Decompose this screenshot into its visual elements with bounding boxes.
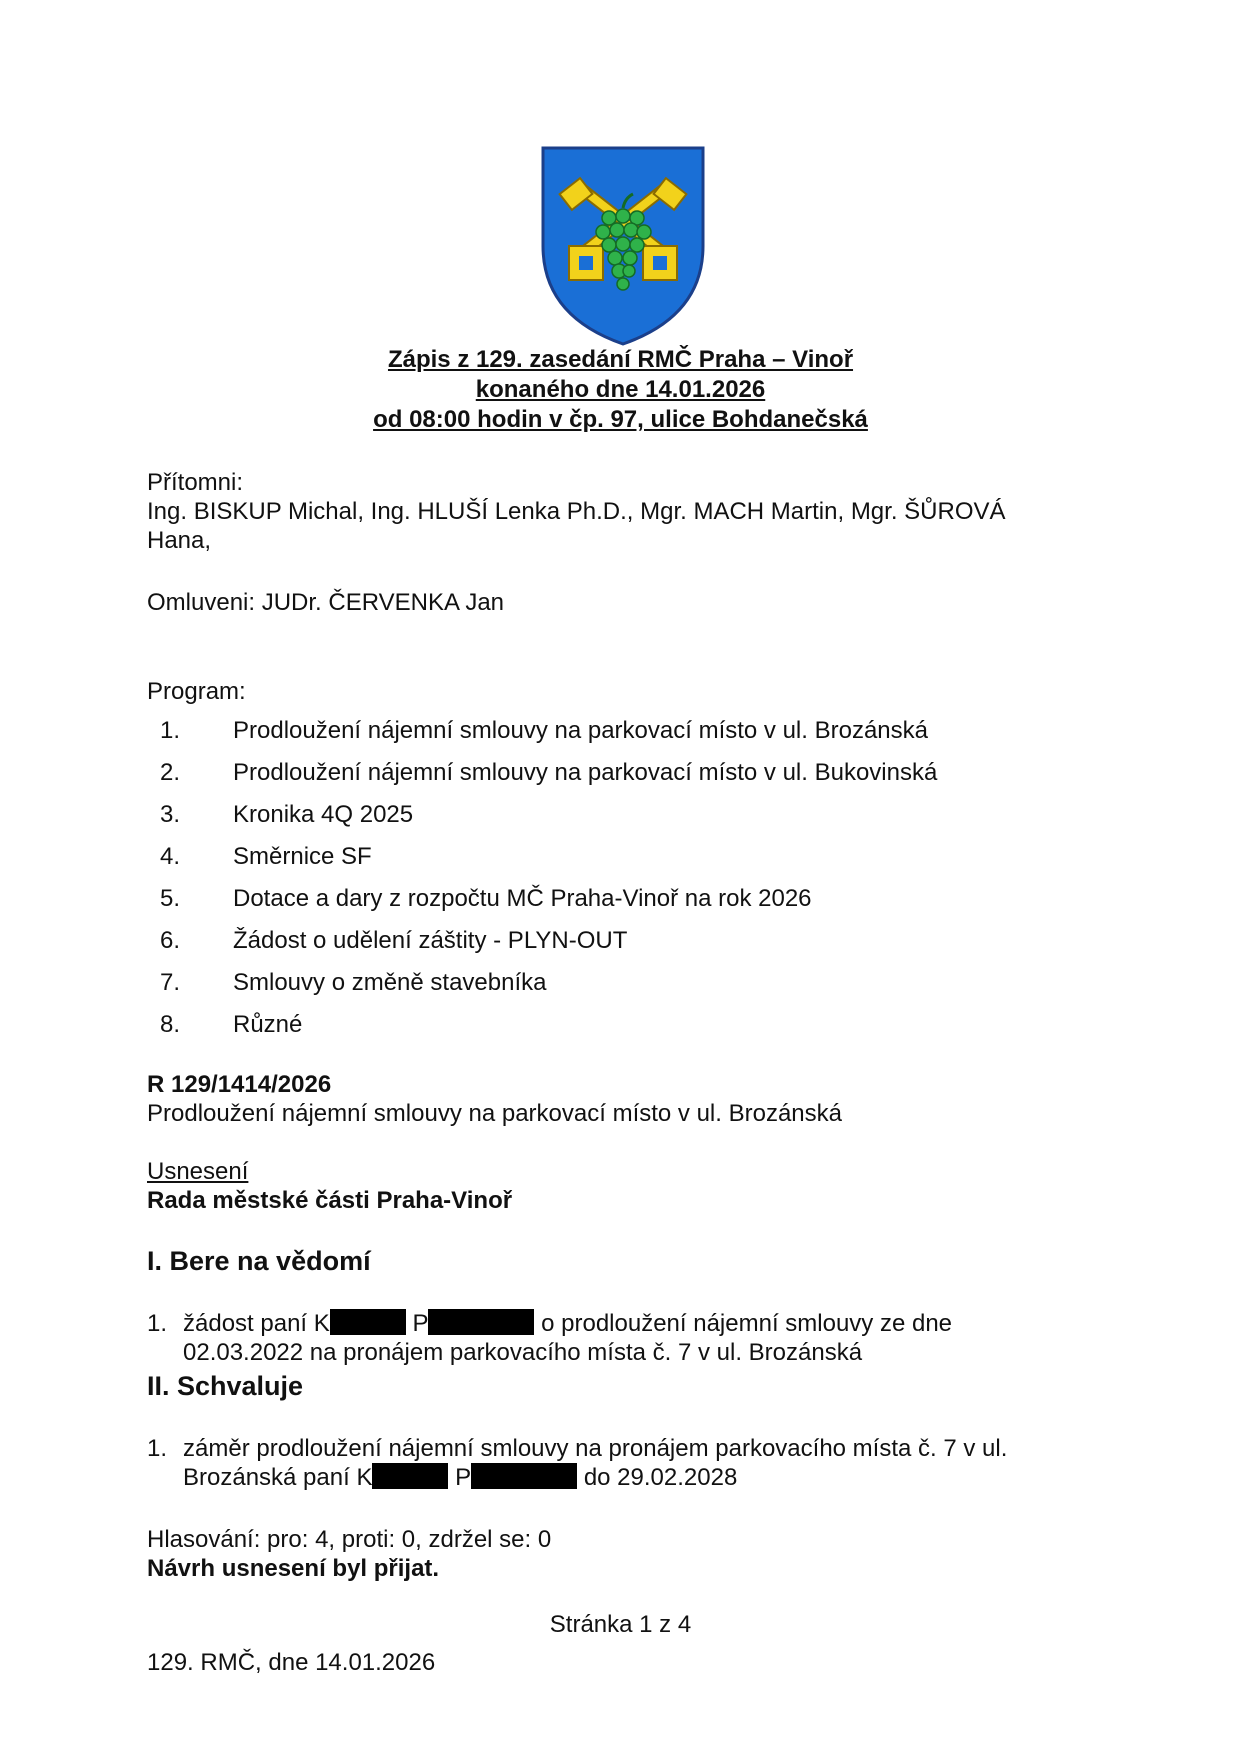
section2-item-line1: záměr prodloužení nájemní smlouvy na pronájem parkovacího místa č. 7 v ul. [183,1435,1008,1462]
document-title-line1: Zápis z 129. zasedání RMČ Praha – Vinoř [387,346,854,373]
section2-text-b: P [455,1464,472,1491]
program-item-number: 2. [159,759,180,786]
present-names-line1: Ing. BISKUP Michal, Ing. HLUŠÍ Lenka Ph.D., Mgr. MACH Martin, Mgr. ŠŮROVÁ [147,498,1006,525]
program-item-number: 7. [159,969,180,996]
program-item-text: Prodloužení nájemní smlouvy na parkovací místo v ul. Bukovinská [233,759,938,786]
footer-meeting-info: 129. RMČ, dne 14.01.2026 [147,1649,436,1676]
resolution-outcome: Návrh usnesení byl přijat. [147,1555,440,1582]
program-item-text: Prodloužení nájemní smlouvy na parkovací místo v ul. Brozánská [233,717,928,744]
section1-item-line2: 02.03.2022 na pronájem parkovacího místa č. 7 v ul. Brozánská [183,1339,863,1366]
program-item-text: Různé [233,1011,303,1038]
program-item-text: Dotace a dary z rozpočtu MČ Praha-Vinoř na rok 2026 [233,885,812,912]
section2-item-line2 [183,1463,737,1493]
program-item-number: 6. [159,927,180,954]
excused-members: Omluveni: JUDr. ČERVENKA Jan [147,589,505,616]
program-item-text: Smlouvy o změně stavebníka [233,969,547,996]
program-item-text: Žádost o udělení záštity - PLYN-OUT [233,927,628,954]
section1-text-b: P [412,1310,429,1337]
resolution-body: Rada městské části Praha-Vinoř [147,1187,513,1214]
section1-item-line1 [183,1309,952,1339]
program-item-text: Kronika 4Q 2025 [233,801,414,828]
page-number: Stránka 1 z 4 [549,1611,692,1638]
program-item-number: 1. [159,717,180,744]
resolution-subject: Prodloužení nájemní smlouvy na parkovací místo v ul. Brozánská [147,1100,842,1127]
program-item-number: 5. [159,885,180,912]
section1-item-number: 1. [147,1310,168,1337]
resolution-id: R 129/1414/2026 [147,1071,332,1098]
redaction-bar [428,1309,534,1335]
section2-item-number: 1. [147,1435,168,1462]
section2-text-c: do 29.02.2028 [583,1464,738,1491]
redaction-bar [471,1463,577,1489]
section-approves-heading: II. Schvaluje [147,1371,304,1401]
coat-of-arms-logo [541,146,705,346]
vote-result: Hlasování: pro: 4, proti: 0, zdržel se: 0 [147,1526,552,1553]
document-title-line3: od 08:00 hodin v čp. 97, ulice Bohdanečská [373,406,868,433]
program-item-number: 4. [159,843,180,870]
resolution-label: Usnesení [147,1158,249,1185]
present-label: Přítomni: [147,469,244,496]
present-names-line2: Hana, [147,527,212,554]
redaction-bar [330,1309,406,1335]
section2-text-a: Brozánská paní K [183,1464,373,1491]
section-acknowledges-heading: I. Bere na vědomí [147,1246,371,1276]
section1-text-a: žádost paní K [183,1310,330,1337]
program-item-number: 8. [159,1011,180,1038]
program-item-number: 3. [159,801,180,828]
redaction-bar [372,1463,448,1489]
section1-text-c: o prodloužení nájemní smlouvy ze dne [541,1310,953,1337]
program-item-text: Směrnice SF [233,843,372,870]
document-title-line2: konaného dne 14.01.2026 [475,376,766,403]
program-label: Program: [147,678,246,705]
